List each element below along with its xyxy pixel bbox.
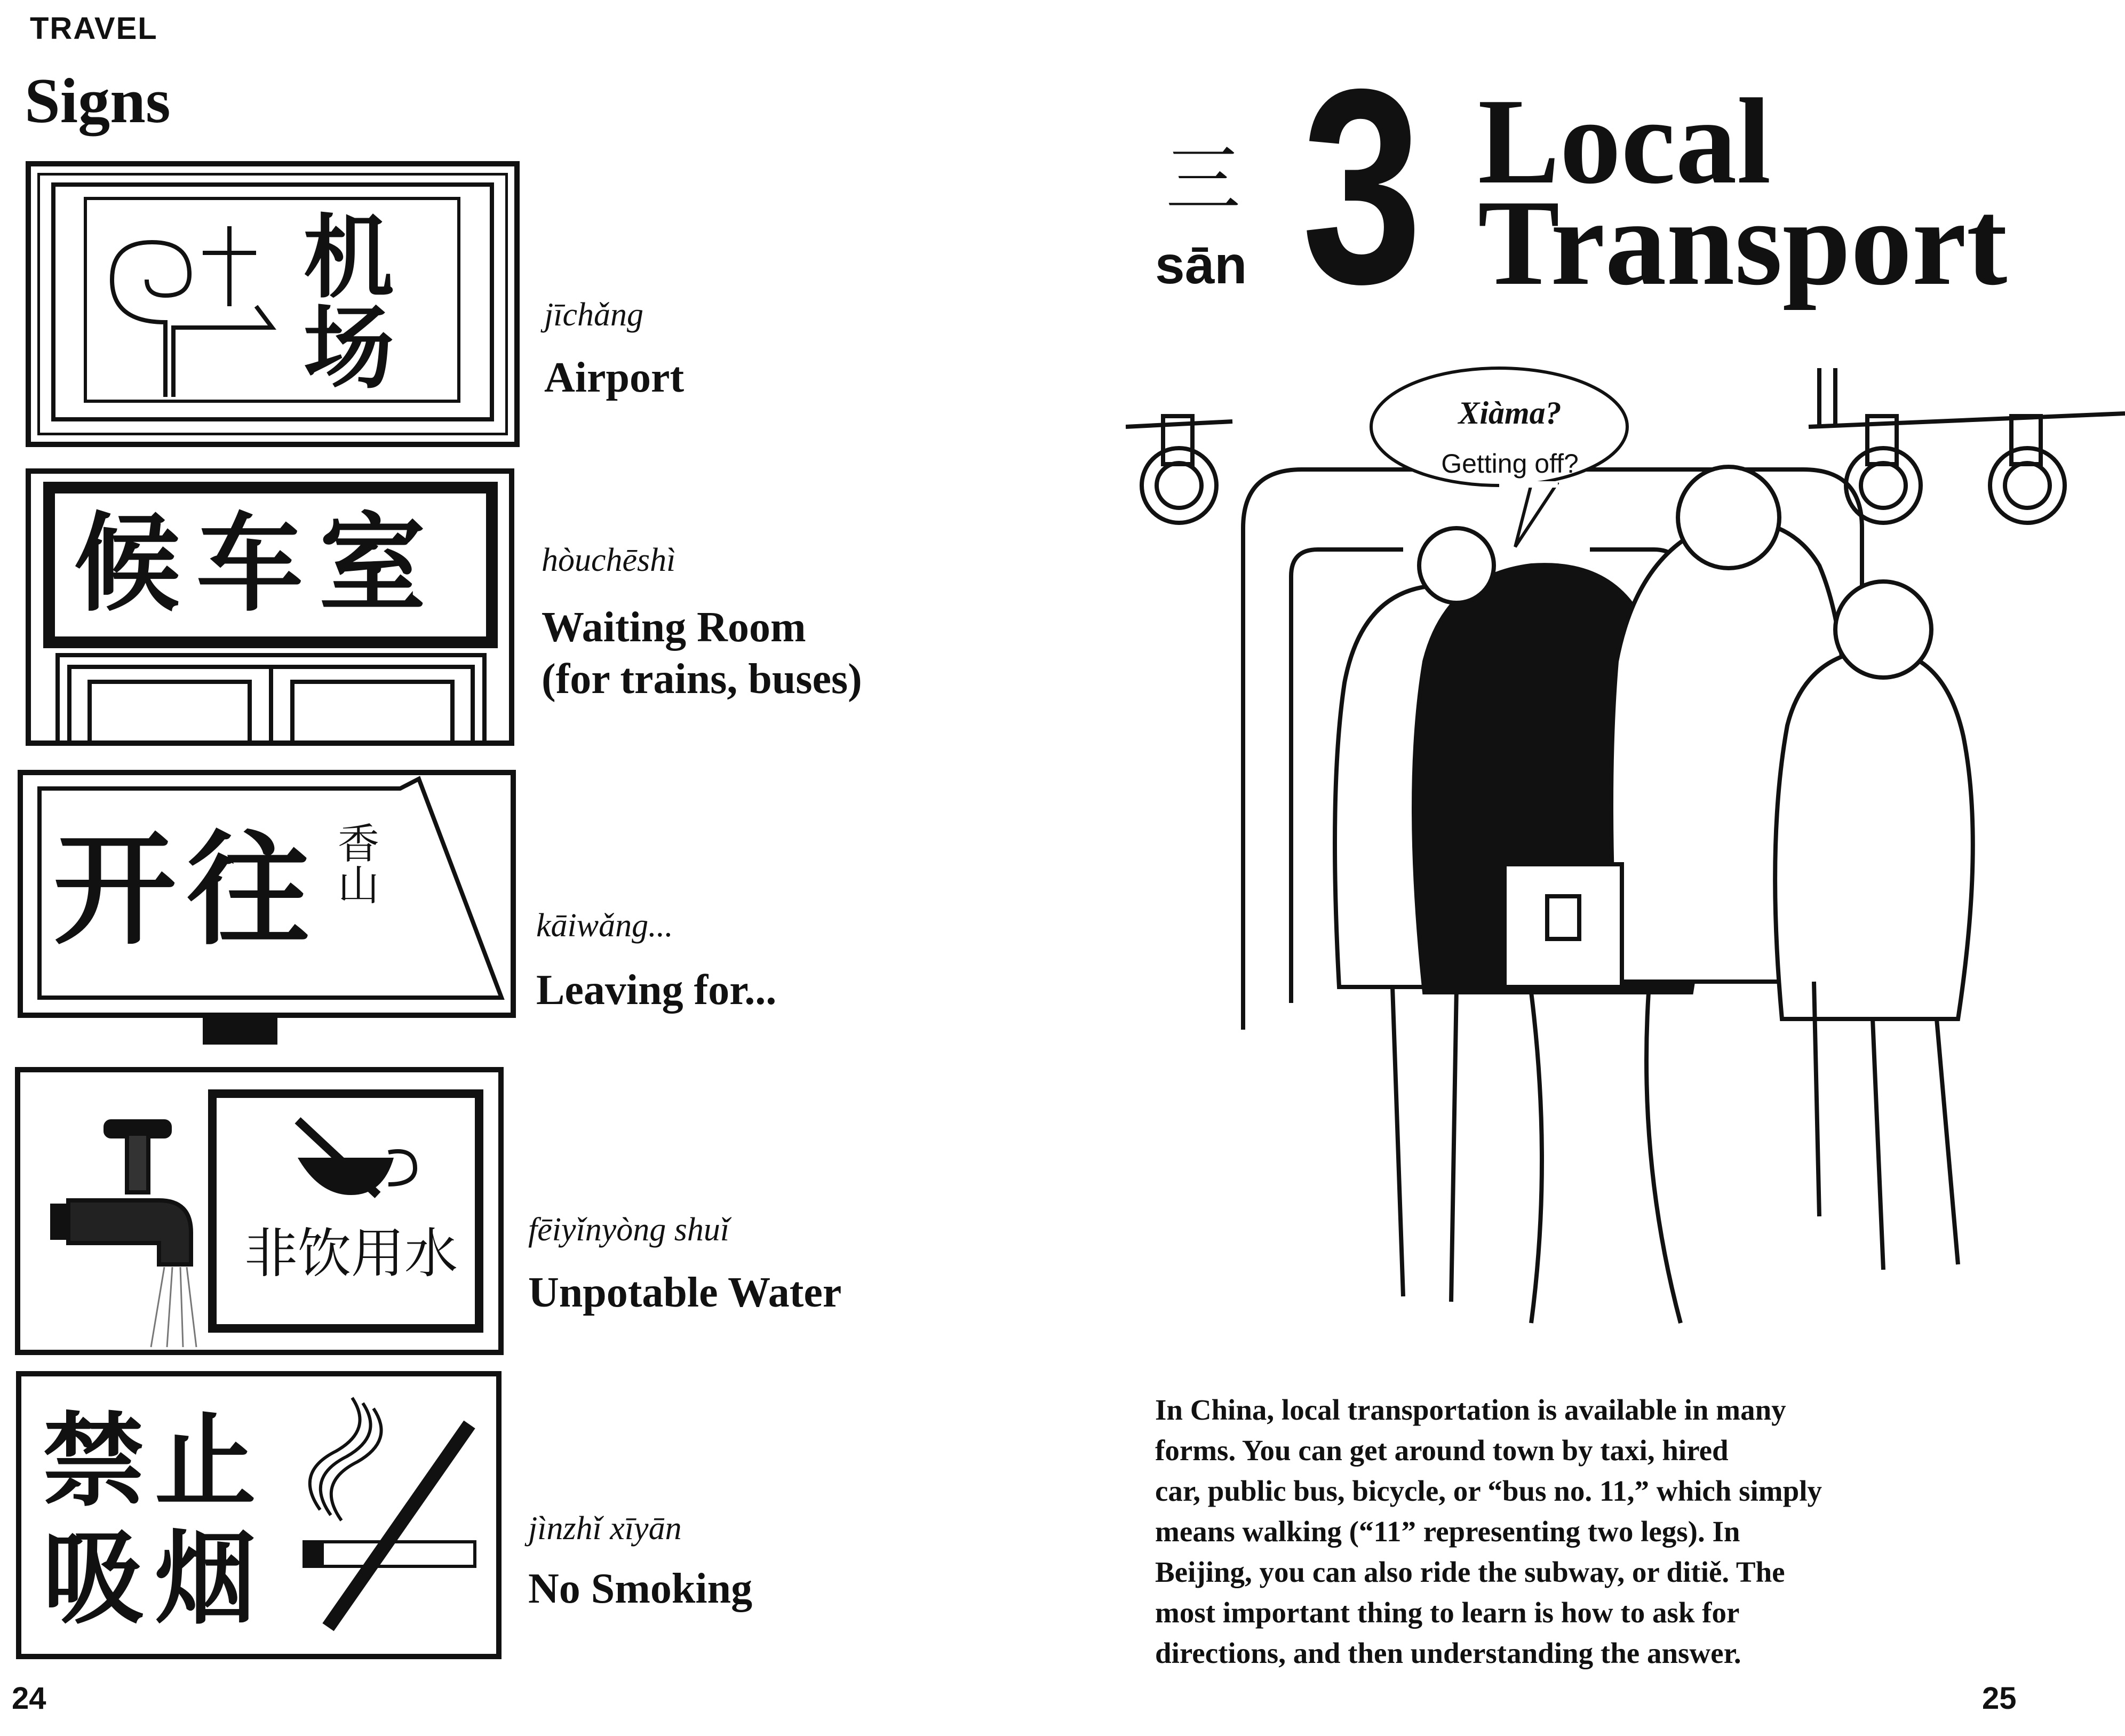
section-header: TRAVEL bbox=[30, 11, 158, 46]
page-number-left: 24 bbox=[12, 1681, 46, 1716]
faucet-icon bbox=[20, 1072, 498, 1350]
sign-leaving-for-english: Leaving for... bbox=[536, 967, 777, 1014]
sign-unpotable-water-english: Unpotable Water bbox=[528, 1269, 842, 1316]
paragraph-line: In China, local transportation is available in many bbox=[1155, 1393, 1786, 1426]
paragraph-line: most important thing to learn is how to ask for bbox=[1155, 1596, 1740, 1629]
chapter-number: 3 bbox=[1302, 31, 1422, 341]
sign-waiting-room bbox=[26, 468, 514, 746]
sign-no-smoking-hanzi-bottom: 吸烟 bbox=[43, 1520, 267, 1638]
paragraph-line: means walking (“11” representing two legs). In bbox=[1155, 1515, 1740, 1548]
sign-leaving-for-pinyin: kāiwǎng... bbox=[536, 907, 673, 944]
sign-no-smoking-pinyin: jìnzhǐ xīyān bbox=[528, 1510, 682, 1547]
passengers-on-bus-illustration bbox=[1126, 363, 2125, 1366]
airport-icon bbox=[37, 173, 508, 435]
sign-no-smoking-english: No Smoking bbox=[528, 1565, 753, 1612]
intro-paragraph bbox=[1155, 1390, 2062, 1674]
sign-unpotable-water-hanzi: 非饮用水 bbox=[244, 1222, 458, 1285]
sign-leaving-for-destination: 香山 bbox=[331, 822, 379, 905]
sign-leaving-for-hanzi: 开往 bbox=[53, 819, 321, 962]
paragraph-line: forms. You can get around town by taxi, hired bbox=[1155, 1434, 1729, 1467]
chapter-title-line-2: Transport bbox=[1478, 174, 2008, 310]
speech-bubble-pinyin: Xiàma? bbox=[1458, 395, 1562, 431]
sign-airport-hanzi: 机场 bbox=[288, 209, 393, 391]
paragraph-line: directions, and then understanding the answer. bbox=[1155, 1637, 1741, 1669]
sign-unpotable-water-pinyin: fēiyǐnyòng shuǐ bbox=[528, 1212, 730, 1248]
chapter-hanzi: 三 bbox=[1166, 137, 1241, 224]
sign-waiting-room-english-2: (for trains, buses) bbox=[542, 656, 862, 703]
sign-airport-english: Airport bbox=[544, 354, 685, 401]
sign-waiting-room-english-1: Waiting Room bbox=[542, 604, 806, 651]
sign-unpotable-water bbox=[15, 1067, 504, 1355]
sign-no-smoking bbox=[16, 1371, 502, 1659]
paragraph-line: car, public bus, bicycle, or “bus no. 11,” which simply bbox=[1155, 1475, 1822, 1507]
sign-airport bbox=[26, 161, 520, 447]
sign-waiting-room-hanzi: 候车室 bbox=[74, 502, 442, 626]
sign-airport-pinyin: jīchǎng bbox=[544, 297, 643, 333]
chapter-pinyin: sān bbox=[1155, 235, 1247, 295]
speech-bubble-english: Getting off? bbox=[1441, 449, 1579, 479]
chapter-title-line-1: Local bbox=[1478, 73, 1771, 209]
sign-waiting-room-pinyin: hòuchēshì bbox=[542, 542, 676, 578]
sign-leaving-for bbox=[16, 768, 518, 1046]
page-number-right: 25 bbox=[1982, 1681, 2017, 1716]
paragraph-line: Beijing, you can also ride the subway, or ditiě. The bbox=[1155, 1556, 1785, 1588]
sign-no-smoking-hanzi-top: 禁止 bbox=[43, 1403, 267, 1520]
page-title: Signs bbox=[25, 65, 171, 136]
